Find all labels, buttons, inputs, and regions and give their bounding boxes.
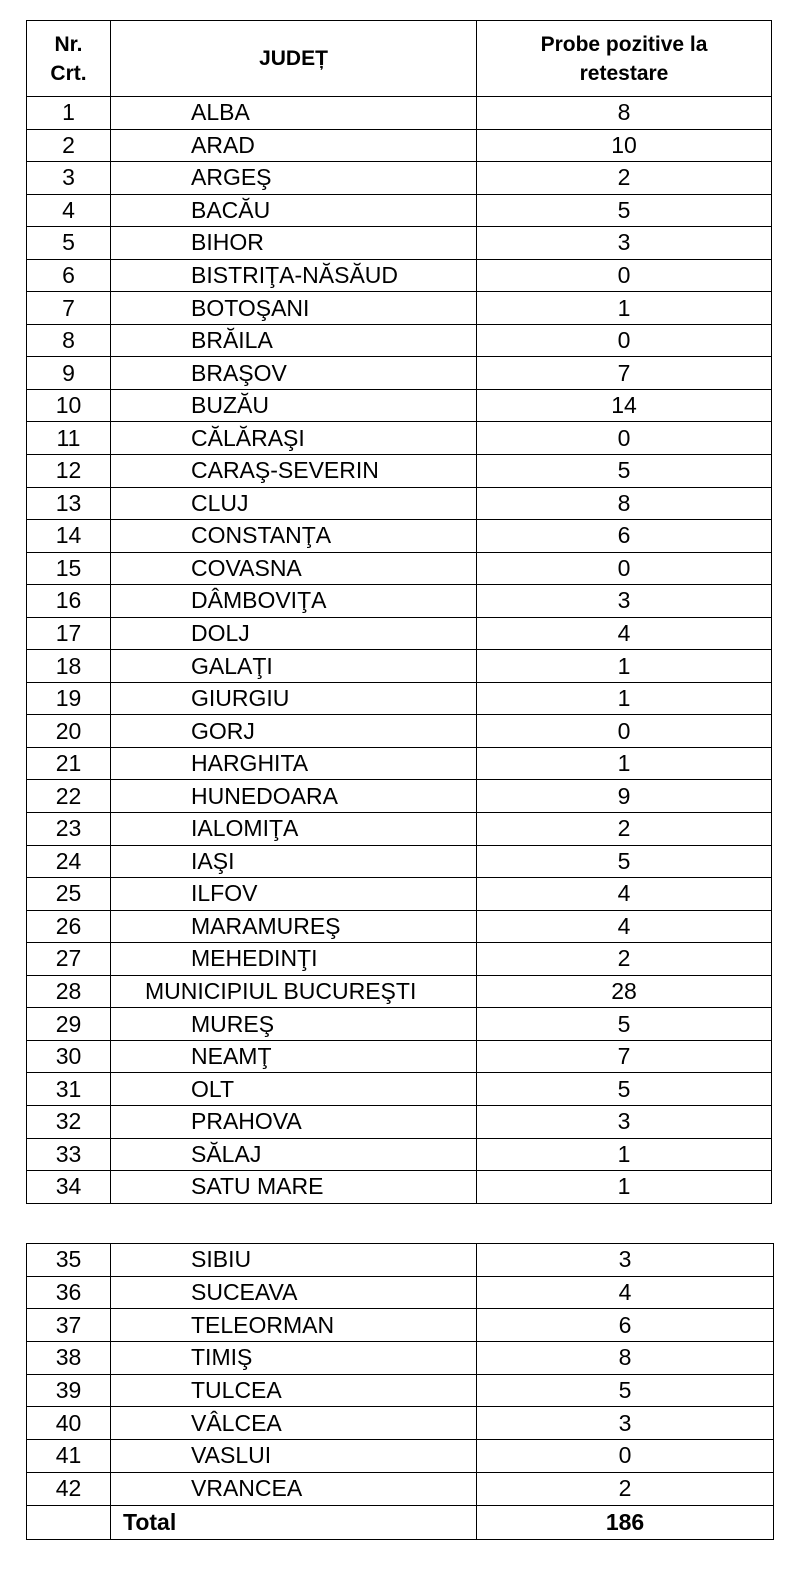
row-value: 6 (477, 1309, 774, 1342)
row-judet: IALOMIŢA (111, 813, 477, 846)
row-judet: BISTRIŢA-NĂSĂUD (111, 259, 477, 292)
header-nr-crt (27, 21, 111, 97)
row-nr: 41 (27, 1440, 111, 1473)
header-probe (477, 21, 772, 97)
row-value: 8 (477, 1342, 774, 1375)
row-nr: 6 (27, 259, 111, 292)
row-nr: 12 (27, 455, 111, 488)
row-judet: SUCEAVA (111, 1276, 477, 1309)
table-row (27, 1276, 774, 1309)
row-judet: ALBA (111, 97, 477, 130)
row-judet: ARGEŞ (111, 162, 477, 195)
row-value: 0 (477, 1440, 774, 1473)
row-judet: GORJ (111, 715, 477, 748)
row-nr: 8 (27, 324, 111, 357)
table-row (27, 943, 772, 976)
row-nr: 10 (27, 389, 111, 422)
row-judet: VASLUI (111, 1440, 477, 1473)
table-row (27, 1105, 772, 1138)
row-value: 1 (477, 292, 772, 325)
table-row (27, 845, 772, 878)
table-row (27, 1342, 774, 1375)
table-row (27, 1244, 774, 1277)
row-value: 2 (477, 162, 772, 195)
row-value: 10 (477, 129, 772, 162)
row-nr: 20 (27, 715, 111, 748)
table-row (27, 97, 772, 130)
row-judet: GALAŢI (111, 650, 477, 683)
row-judet: MUNICIPIUL BUCUREŞTI (111, 975, 477, 1008)
row-nr: 27 (27, 943, 111, 976)
total-label: Total (111, 1505, 477, 1539)
header-nr-line1: Nr. (54, 32, 83, 56)
row-nr: 23 (27, 813, 111, 846)
row-value: 1 (477, 682, 772, 715)
header-nr-line2: Crt. (50, 61, 87, 85)
table-row (27, 259, 772, 292)
row-value: 5 (477, 845, 772, 878)
table-row (27, 1138, 772, 1171)
row-value: 1 (477, 650, 772, 683)
row-judet: HUNEDOARA (111, 780, 477, 813)
table-row (27, 455, 772, 488)
table-row (27, 910, 772, 943)
table-row (27, 389, 772, 422)
table-row (27, 1407, 774, 1440)
row-value: 3 (477, 585, 772, 618)
row-value: 8 (477, 97, 772, 130)
row-judet: VÂLCEA (111, 1407, 477, 1440)
row-value: 0 (477, 715, 772, 748)
table-row (27, 520, 772, 553)
row-value: 9 (477, 780, 772, 813)
header-probe-line1: Probe pozitive la (540, 32, 708, 56)
row-nr: 4 (27, 194, 111, 227)
table-row (27, 1040, 772, 1073)
row-judet: CLUJ (111, 487, 477, 520)
row-judet: VRANCEA (111, 1472, 477, 1505)
row-value: 5 (477, 1073, 772, 1106)
row-judet: BIHOR (111, 227, 477, 260)
table-row (27, 422, 772, 455)
table-row (27, 324, 772, 357)
row-nr: 7 (27, 292, 111, 325)
table-row (27, 1008, 772, 1041)
row-judet: PRAHOVA (111, 1105, 477, 1138)
table-row (27, 357, 772, 390)
table-row (27, 162, 772, 195)
row-value: 1 (477, 1171, 772, 1204)
row-value: 3 (477, 1105, 772, 1138)
row-value: 2 (477, 1472, 774, 1505)
row-judet: BUZĂU (111, 389, 477, 422)
row-value: 4 (477, 878, 772, 911)
row-nr: 2 (27, 129, 111, 162)
table-row (27, 1171, 772, 1204)
row-judet: MEHEDINŢI (111, 943, 477, 976)
row-nr: 22 (27, 780, 111, 813)
row-value: 14 (477, 389, 772, 422)
row-judet: ARAD (111, 129, 477, 162)
row-judet: IAŞI (111, 845, 477, 878)
row-value: 0 (477, 422, 772, 455)
table-row (27, 1374, 774, 1407)
row-nr: 5 (27, 227, 111, 260)
table-row (27, 487, 772, 520)
row-value: 3 (477, 227, 772, 260)
table-body (27, 97, 772, 1204)
row-nr: 42 (27, 1472, 111, 1505)
table-row (27, 975, 772, 1008)
row-judet: SIBIU (111, 1244, 477, 1277)
row-judet: TIMIŞ (111, 1342, 477, 1375)
header-row (27, 21, 772, 97)
row-value: 5 (477, 1374, 774, 1407)
row-value: 2 (477, 813, 772, 846)
row-value: 8 (477, 487, 772, 520)
table-row (27, 813, 772, 846)
row-nr: 40 (27, 1407, 111, 1440)
row-value: 5 (477, 455, 772, 488)
row-judet: DOLJ (111, 617, 477, 650)
table-row (27, 682, 772, 715)
row-judet: CONSTANŢA (111, 520, 477, 553)
table-row (27, 1073, 772, 1106)
row-nr: 9 (27, 357, 111, 390)
row-judet: MARAMUREŞ (111, 910, 477, 943)
row-value: 5 (477, 194, 772, 227)
row-judet: TULCEA (111, 1374, 477, 1407)
row-value: 1 (477, 747, 772, 780)
table-row (27, 1309, 774, 1342)
row-nr: 38 (27, 1342, 111, 1375)
county-table (26, 20, 772, 1204)
row-nr: 26 (27, 910, 111, 943)
row-judet: GIURGIU (111, 682, 477, 715)
table-row (27, 1472, 774, 1505)
table-row (27, 552, 772, 585)
table-row (27, 747, 772, 780)
row-nr: 28 (27, 975, 111, 1008)
table-row (27, 227, 772, 260)
row-value: 4 (477, 617, 772, 650)
table-body-continued (27, 1244, 774, 1506)
row-value: 4 (477, 910, 772, 943)
row-nr: 16 (27, 585, 111, 618)
row-nr: 15 (27, 552, 111, 585)
table-row (27, 1440, 774, 1473)
row-judet: TELEORMAN (111, 1309, 477, 1342)
row-nr: 36 (27, 1276, 111, 1309)
row-nr: 30 (27, 1040, 111, 1073)
row-nr: 3 (27, 162, 111, 195)
row-value: 5 (477, 1008, 772, 1041)
row-nr: 17 (27, 617, 111, 650)
total-value: 186 (477, 1505, 774, 1539)
row-nr: 37 (27, 1309, 111, 1342)
table-row (27, 780, 772, 813)
row-judet: DÂMBOVIŢA (111, 585, 477, 618)
row-nr: 21 (27, 747, 111, 780)
row-judet: SĂLAJ (111, 1138, 477, 1171)
table-row (27, 715, 772, 748)
row-judet: OLT (111, 1073, 477, 1106)
row-judet: NEAMŢ (111, 1040, 477, 1073)
row-nr: 24 (27, 845, 111, 878)
table-row (27, 292, 772, 325)
row-value: 0 (477, 552, 772, 585)
row-value: 7 (477, 1040, 772, 1073)
row-judet: BRĂILA (111, 324, 477, 357)
row-nr: 34 (27, 1171, 111, 1204)
row-judet: BACĂU (111, 194, 477, 227)
row-value: 3 (477, 1407, 774, 1440)
row-judet: CĂLĂRAŞI (111, 422, 477, 455)
table-row (27, 650, 772, 683)
header-judet: JUDEȚ (111, 21, 477, 97)
row-nr: 31 (27, 1073, 111, 1106)
row-nr: 1 (27, 97, 111, 130)
row-judet: CARAŞ-SEVERIN (111, 455, 477, 488)
row-judet: BOTOŞANI (111, 292, 477, 325)
row-nr: 14 (27, 520, 111, 553)
row-judet: BRAŞOV (111, 357, 477, 390)
table-row (27, 617, 772, 650)
row-value: 3 (477, 1244, 774, 1277)
table-row (27, 129, 772, 162)
header-probe-line2: retestare (579, 61, 669, 85)
row-judet: MUREŞ (111, 1008, 477, 1041)
row-nr: 25 (27, 878, 111, 911)
row-judet: COVASNA (111, 552, 477, 585)
row-nr: 18 (27, 650, 111, 683)
row-value: 1 (477, 1138, 772, 1171)
table-row (27, 585, 772, 618)
row-judet: ILFOV (111, 878, 477, 911)
row-nr: 13 (27, 487, 111, 520)
row-judet: HARGHITA (111, 747, 477, 780)
total-nr-cell (27, 1505, 111, 1539)
total-row (27, 1505, 774, 1539)
row-nr: 32 (27, 1105, 111, 1138)
row-nr: 11 (27, 422, 111, 455)
row-nr: 39 (27, 1374, 111, 1407)
row-value: 6 (477, 520, 772, 553)
row-nr: 35 (27, 1244, 111, 1277)
row-judet: SATU MARE (111, 1171, 477, 1204)
county-table-continued (26, 1243, 774, 1540)
table-row (27, 878, 772, 911)
row-value: 7 (477, 357, 772, 390)
row-nr: 33 (27, 1138, 111, 1171)
row-nr: 29 (27, 1008, 111, 1041)
row-value: 4 (477, 1276, 774, 1309)
row-value: 2 (477, 943, 772, 976)
row-value: 0 (477, 259, 772, 292)
table-row (27, 194, 772, 227)
row-nr: 19 (27, 682, 111, 715)
row-value: 0 (477, 324, 772, 357)
row-value: 28 (477, 975, 772, 1008)
